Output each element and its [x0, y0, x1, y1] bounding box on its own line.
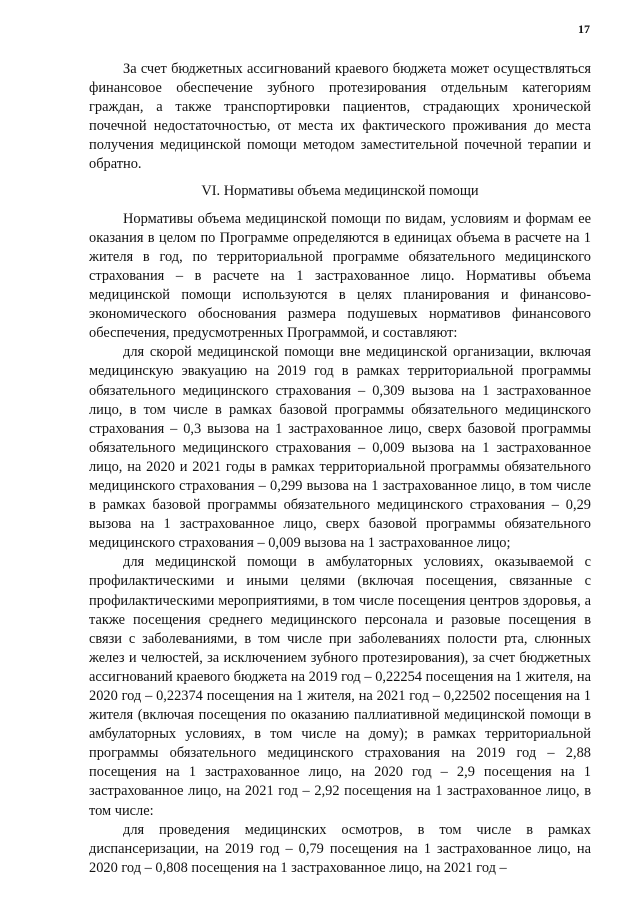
section-heading: VI. Нормативы объема медицинской помощи [201, 182, 479, 199]
paragraph-emergency-care: для скорой медицинской помощи вне медицинской организации, включая медицинскую эвакуацию на 2019 год в рамках территориальной программы обязательного медицинского страхования – 0,309 вызова на 1 застрахованное лицо, в том числе в рамках базовой программы обязательного медицинского страхования – 0,3 вызова на 1 застрахованное лицо, сверх базовой программы обязательного медицинского страхования – 0,009 вызова на 1 застрахованное лицо, на 2020 и 2021 годы в рамках территориальной программы обязательного медицинского страхования – 0,299 вызова на 1 застрахованное лицо, в том числе в рамках базовой программы обязательного медицинского страхования – 0,29 вызова на 1 застрахованное лицо, сверх базовой программы обязательного медицинского страхования – 0,009 вызова на 1 застрахованное лицо; [89, 344, 591, 552]
paragraph-outpatient-care: для медицинской помощи в амбулаторных условиях, оказываемой с профилактическими и иными целями (включая посещения, связанные с профилактическими мероприятиями, в том числе посещения центров здоровья, а также посещения среднего медицинского персонала и разовые посещения в связи с заболеваниями, в том числе при заболеваниях полости рта, слюнных желез и челюстей, за исключением зубного протезирования), за счет бюджетных ассигнований краевого бюджета на 2019 год – 0,22254 посещения на 1 жителя, на 2020 год – 0,22374 посещения на 1 жителя, на 2021 год – 0,22502 посещения на 1 жителя (включая посещения по оказанию паллиативной медицинской помощи в амбулаторных условиях, в том числе на дому); в рамках территориальной программы обязательного медицинского страхования на 2019 год – 2,88 посещения на 1 застрахованное лицо, на 2020 год – 2,9 посещения на 1 застрахованное лицо, на 2021 год – 2,92 посещения на 1 застрахованное лицо, в том числе: [89, 554, 591, 819]
document-body [89, 60, 591, 878]
paragraph-norms-intro: Нормативы объема медицинской помощи по видам, условиям и формам ее оказания в целом по Программе определяются в единицах объема в расчете на 1 жителя в год, по территориальной программе обязательного медицинского страхования – в расчете на 1 застрахованное лицо. Нормативы объема медицинской помощи используются в целях планирования и финансово-экономического обоснования размера подушевых нормативов финансового обеспечения, предусмотренных Программой, и составляют: [89, 210, 591, 342]
paragraph-medical-exams: для проведения медицинских осмотров, в том числе в рамках диспансеризации, на 2019 год – 0,79 посещения на 1 застрахованное лицо, на 2020 год – 0,808 посещения на 1 застрахованное лицо, на 2021 год – [89, 821, 591, 876]
page-number: 17 [578, 22, 590, 36]
paragraph-budget-funding: За счет бюджетных ассигнований краевого бюджета может осуществляться финансовое обеспечение зубного протезирования отдельным категориям граждан, а также транспортировки пациентов, страдающих хронической почечной недостаточностью, от места их фактического проживания до места получения медицинской помощи методом заместительной почечной терапии и обратно. [89, 61, 591, 173]
